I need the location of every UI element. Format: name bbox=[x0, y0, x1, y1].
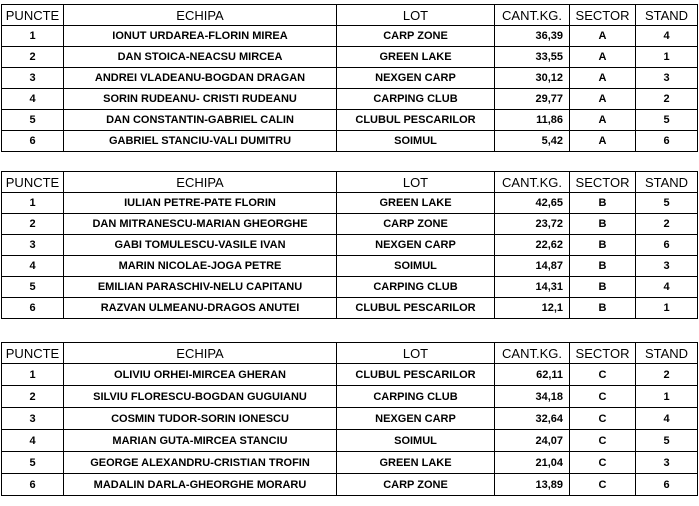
cell-lot: GREEN LAKE bbox=[337, 452, 495, 474]
column-header-cant-kg: CANT.KG. bbox=[495, 5, 570, 26]
column-header-stand: STAND bbox=[636, 343, 698, 364]
table-row bbox=[2, 214, 698, 235]
header-row bbox=[2, 172, 698, 193]
cell-puncte: 5 bbox=[2, 277, 64, 298]
column-header-cant-kg: CANT.KG. bbox=[495, 343, 570, 364]
column-header-puncte: PUNCTE bbox=[2, 343, 64, 364]
table-row bbox=[2, 256, 698, 277]
results-table bbox=[1, 342, 698, 496]
cell-stand: 6 bbox=[636, 235, 698, 256]
cell-lot: CLUBUL PESCARILOR bbox=[337, 298, 495, 319]
cell-stand: 2 bbox=[636, 214, 698, 235]
cell-sector: B bbox=[570, 214, 636, 235]
cell-echipa: SORIN RUDEANU- CRISTI RUDEANU bbox=[64, 89, 337, 110]
cell-echipa: GEORGE ALEXANDRU-CRISTIAN TROFIN bbox=[64, 452, 337, 474]
cell-sector: A bbox=[570, 68, 636, 89]
column-header-cant-kg: CANT.KG. bbox=[495, 172, 570, 193]
cell-sector: A bbox=[570, 26, 636, 47]
column-header-puncte: PUNCTE bbox=[2, 172, 64, 193]
cell-stand: 3 bbox=[636, 68, 698, 89]
results-table bbox=[1, 4, 698, 152]
cell-sector: A bbox=[570, 47, 636, 68]
table-row bbox=[2, 386, 698, 408]
cell-puncte: 3 bbox=[2, 68, 64, 89]
column-header-lot: LOT bbox=[337, 5, 495, 26]
table-row bbox=[2, 26, 698, 47]
cell-stand: 5 bbox=[636, 430, 698, 452]
cell-sector: C bbox=[570, 408, 636, 430]
cell-cant-kg: 32,64 bbox=[495, 408, 570, 430]
column-header-sector: SECTOR bbox=[570, 343, 636, 364]
column-header-stand: STAND bbox=[636, 5, 698, 26]
cell-cant-kg: 29,77 bbox=[495, 89, 570, 110]
table-row bbox=[2, 193, 698, 214]
cell-lot: CARP ZONE bbox=[337, 474, 495, 496]
cell-lot: CLUBUL PESCARILOR bbox=[337, 364, 495, 386]
cell-cant-kg: 21,04 bbox=[495, 452, 570, 474]
cell-sector: B bbox=[570, 193, 636, 214]
cell-cant-kg: 30,12 bbox=[495, 68, 570, 89]
results-table-sector-b bbox=[1, 171, 698, 319]
cell-puncte: 3 bbox=[2, 235, 64, 256]
cell-stand: 5 bbox=[636, 110, 698, 131]
cell-stand: 1 bbox=[636, 386, 698, 408]
cell-lot: NEXGEN CARP bbox=[337, 408, 495, 430]
cell-echipa: MARIAN GUTA-MIRCEA STANCIU bbox=[64, 430, 337, 452]
cell-stand: 6 bbox=[636, 474, 698, 496]
cell-cant-kg: 42,65 bbox=[495, 193, 570, 214]
column-header-lot: LOT bbox=[337, 172, 495, 193]
cell-echipa: MADALIN DARLA-GHEORGHE MORARU bbox=[64, 474, 337, 496]
cell-sector: C bbox=[570, 364, 636, 386]
cell-puncte: 2 bbox=[2, 214, 64, 235]
cell-lot: SOIMUL bbox=[337, 430, 495, 452]
column-header-sector: SECTOR bbox=[570, 172, 636, 193]
cell-stand: 3 bbox=[636, 452, 698, 474]
cell-puncte: 5 bbox=[2, 452, 64, 474]
cell-puncte: 2 bbox=[2, 47, 64, 68]
cell-lot: CARP ZONE bbox=[337, 26, 495, 47]
cell-sector: C bbox=[570, 474, 636, 496]
cell-sector: B bbox=[570, 235, 636, 256]
column-header-echipa: ECHIPA bbox=[64, 343, 337, 364]
results-table-sector-c bbox=[1, 342, 698, 496]
cell-lot: SOIMUL bbox=[337, 131, 495, 152]
cell-sector: A bbox=[570, 110, 636, 131]
column-header-echipa: ECHIPA bbox=[64, 5, 337, 26]
table-row bbox=[2, 277, 698, 298]
cell-puncte: 2 bbox=[2, 386, 64, 408]
results-table-sector-a bbox=[1, 4, 698, 152]
cell-cant-kg: 22,62 bbox=[495, 235, 570, 256]
cell-sector: B bbox=[570, 256, 636, 277]
cell-sector: B bbox=[570, 298, 636, 319]
cell-puncte: 6 bbox=[2, 298, 64, 319]
results-table bbox=[1, 171, 698, 319]
column-header-sector: SECTOR bbox=[570, 5, 636, 26]
cell-echipa: EMILIAN PARASCHIV-NELU CAPITANU bbox=[64, 277, 337, 298]
cell-lot: NEXGEN CARP bbox=[337, 68, 495, 89]
cell-echipa: ANDREI VLADEANU-BOGDAN DRAGAN bbox=[64, 68, 337, 89]
cell-echipa: DAN CONSTANTIN-GABRIEL CALIN bbox=[64, 110, 337, 131]
cell-lot: CARPING CLUB bbox=[337, 277, 495, 298]
cell-lot: CLUBUL PESCARILOR bbox=[337, 110, 495, 131]
cell-puncte: 6 bbox=[2, 474, 64, 496]
cell-sector: A bbox=[570, 131, 636, 152]
column-header-puncte: PUNCTE bbox=[2, 5, 64, 26]
table-row bbox=[2, 452, 698, 474]
cell-cant-kg: 36,39 bbox=[495, 26, 570, 47]
cell-stand: 1 bbox=[636, 298, 698, 319]
table-row bbox=[2, 298, 698, 319]
cell-stand: 3 bbox=[636, 256, 698, 277]
cell-echipa: IONUT URDAREA-FLORIN MIREA bbox=[64, 26, 337, 47]
table-row bbox=[2, 68, 698, 89]
table-row bbox=[2, 131, 698, 152]
cell-puncte: 4 bbox=[2, 430, 64, 452]
cell-stand: 4 bbox=[636, 408, 698, 430]
cell-cant-kg: 23,72 bbox=[495, 214, 570, 235]
table-row bbox=[2, 430, 698, 452]
cell-echipa: OLIVIU ORHEI-MIRCEA GHERAN bbox=[64, 364, 337, 386]
cell-puncte: 6 bbox=[2, 131, 64, 152]
header-row bbox=[2, 343, 698, 364]
cell-cant-kg: 12,1 bbox=[495, 298, 570, 319]
cell-cant-kg: 24,07 bbox=[495, 430, 570, 452]
cell-cant-kg: 14,87 bbox=[495, 256, 570, 277]
cell-puncte: 5 bbox=[2, 110, 64, 131]
cell-puncte: 4 bbox=[2, 89, 64, 110]
cell-lot: SOIMUL bbox=[337, 256, 495, 277]
cell-puncte: 1 bbox=[2, 26, 64, 47]
cell-puncte: 4 bbox=[2, 256, 64, 277]
cell-echipa: DAN MITRANESCU-MARIAN GHEORGHE bbox=[64, 214, 337, 235]
cell-cant-kg: 62,11 bbox=[495, 364, 570, 386]
cell-lot: CARP ZONE bbox=[337, 214, 495, 235]
cell-cant-kg: 5,42 bbox=[495, 131, 570, 152]
column-header-stand: STAND bbox=[636, 172, 698, 193]
cell-lot: CARPING CLUB bbox=[337, 386, 495, 408]
header-row bbox=[2, 5, 698, 26]
cell-echipa: IULIAN PETRE-PATE FLORIN bbox=[64, 193, 337, 214]
cell-stand: 2 bbox=[636, 89, 698, 110]
cell-lot: CARPING CLUB bbox=[337, 89, 495, 110]
cell-cant-kg: 13,89 bbox=[495, 474, 570, 496]
cell-sector: C bbox=[570, 452, 636, 474]
cell-puncte: 1 bbox=[2, 364, 64, 386]
table-row bbox=[2, 408, 698, 430]
cell-echipa: RAZVAN ULMEANU-DRAGOS ANUTEI bbox=[64, 298, 337, 319]
cell-puncte: 1 bbox=[2, 193, 64, 214]
cell-sector: C bbox=[570, 386, 636, 408]
cell-lot: GREEN LAKE bbox=[337, 193, 495, 214]
table-row bbox=[2, 110, 698, 131]
cell-echipa: SILVIU FLORESCU-BOGDAN GUGUIANU bbox=[64, 386, 337, 408]
column-header-echipa: ECHIPA bbox=[64, 172, 337, 193]
cell-sector: C bbox=[570, 430, 636, 452]
table-row bbox=[2, 364, 698, 386]
cell-stand: 2 bbox=[636, 364, 698, 386]
cell-cant-kg: 11,86 bbox=[495, 110, 570, 131]
cell-echipa: DAN STOICA-NEACSU MIRCEA bbox=[64, 47, 337, 68]
cell-echipa: GABRIEL STANCIU-VALI DUMITRU bbox=[64, 131, 337, 152]
cell-cant-kg: 34,18 bbox=[495, 386, 570, 408]
table-row bbox=[2, 47, 698, 68]
cell-stand: 1 bbox=[636, 47, 698, 68]
table-row bbox=[2, 235, 698, 256]
cell-stand: 4 bbox=[636, 277, 698, 298]
cell-echipa: COSMIN TUDOR-SORIN IONESCU bbox=[64, 408, 337, 430]
cell-cant-kg: 33,55 bbox=[495, 47, 570, 68]
column-header-lot: LOT bbox=[337, 343, 495, 364]
cell-stand: 5 bbox=[636, 193, 698, 214]
cell-lot: NEXGEN CARP bbox=[337, 235, 495, 256]
cell-echipa: GABI TOMULESCU-VASILE IVAN bbox=[64, 235, 337, 256]
cell-stand: 4 bbox=[636, 26, 698, 47]
cell-stand: 6 bbox=[636, 131, 698, 152]
table-row bbox=[2, 474, 698, 496]
cell-echipa: MARIN NICOLAE-JOGA PETRE bbox=[64, 256, 337, 277]
cell-cant-kg: 14,31 bbox=[495, 277, 570, 298]
table-row bbox=[2, 89, 698, 110]
cell-sector: B bbox=[570, 277, 636, 298]
cell-sector: A bbox=[570, 89, 636, 110]
cell-lot: GREEN LAKE bbox=[337, 47, 495, 68]
cell-puncte: 3 bbox=[2, 408, 64, 430]
